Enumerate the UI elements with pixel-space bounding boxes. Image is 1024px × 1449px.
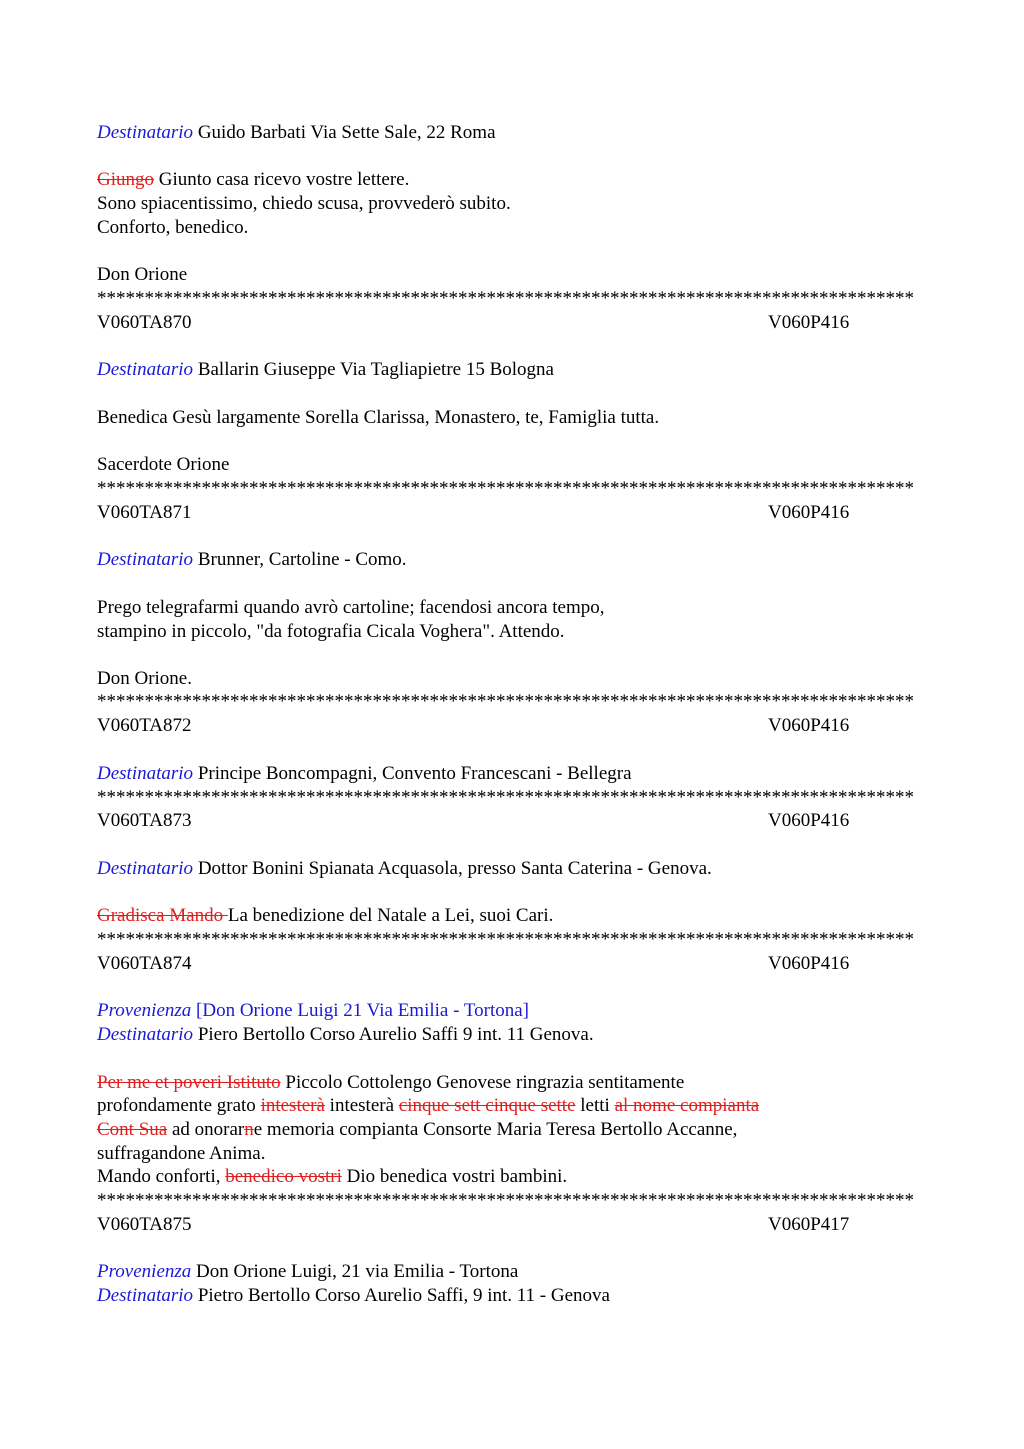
recipient-line [97, 121, 496, 145]
deleted-text: Giungo [97, 169, 154, 190]
recipient-label: Destinatario [97, 1024, 194, 1045]
body-text: Giunto casa ricevo vostre lettere. [154, 169, 410, 190]
document-code: V060TA871 [97, 502, 192, 523]
deleted-text: Cont Sua [97, 1119, 168, 1140]
signature: Don Orione. [97, 668, 192, 689]
body-line: stampino in piccolo, "da fotografia Cicala Voghera". Attendo. [97, 621, 565, 642]
page-code: V060P416 [768, 953, 850, 974]
signature: Don Orione [97, 264, 188, 285]
recipient-text: Piero Bertollo Corso Aurelio Saffi 9 int. 11 Genova. [197, 1024, 594, 1045]
body-line [97, 904, 553, 928]
recipient-line [97, 762, 632, 786]
document-code: V060TA874 [97, 953, 192, 974]
body-line [97, 1165, 567, 1189]
body-line: Prego telegrafarmi quando avrò cartoline; facendosi ancora tempo, [97, 597, 605, 618]
recipient-text: Ballarin Giuseppe Via Tagliapietre 15 Bologna [197, 359, 554, 380]
page-code: V060P416 [768, 810, 850, 831]
document-code: V060TA872 [97, 715, 192, 736]
origin-line [97, 999, 529, 1023]
document-code: V060TA875 [97, 1214, 192, 1235]
body-line: Conforto, benedico. [97, 217, 249, 238]
body-text: intesterà [324, 1095, 399, 1116]
recipient-line [97, 548, 407, 572]
deleted-text: Gradisca Mando [97, 905, 228, 926]
page-code: V060P416 [768, 715, 850, 736]
recipient-text: Principe Boncompagni, Convento Francescani - Bellegra [197, 763, 632, 784]
body-text: Mando conforti, [97, 1166, 226, 1187]
body-line: suffragandone Anima. [97, 1143, 266, 1164]
deleted-text: benedico vostri [225, 1166, 342, 1187]
body-line [97, 168, 409, 192]
body-line: Sono spiacentissimo, chiedo scusa, provvederò subito. [97, 193, 511, 214]
body-text: letti [575, 1095, 615, 1116]
recipient-label: Destinatario [97, 858, 194, 879]
deleted-text: n [244, 1119, 254, 1140]
document-code: V060TA873 [97, 810, 192, 831]
separator: ************************************************************************************** [97, 478, 914, 499]
deleted-text: Per me et poveri Istituto [97, 1072, 281, 1093]
body-text: Piccolo Cottolengo Genovese ringrazia sentitamente [280, 1072, 685, 1093]
recipient-text: Guido Barbati Via Sette Sale, 22 Roma [197, 122, 496, 143]
page-code: V060P416 [768, 502, 850, 523]
recipient-label: Destinatario [97, 549, 194, 570]
separator: ************************************************************************************** [97, 691, 914, 712]
body-text: La benedizione del Natale a Lei, suoi Cari. [227, 905, 554, 926]
recipient-line [97, 1284, 610, 1308]
recipient-line [97, 1023, 594, 1047]
separator: ************************************************************************************** [97, 787, 914, 808]
body-line [97, 1118, 737, 1142]
body-line: Benedica Gesù largamente Sorella Clarissa, Monastero, te, Famiglia tutta. [97, 407, 660, 428]
separator: ************************************************************************************** [97, 1190, 914, 1211]
signature: Sacerdote Orione [97, 454, 230, 475]
page-code: V060P416 [768, 312, 850, 333]
body-text: profondamente grato [97, 1095, 261, 1116]
deleted-text: cinque sett cinque sette [398, 1095, 576, 1116]
document-code: V060TA870 [97, 312, 192, 333]
separator: ************************************************************************************** [97, 288, 914, 309]
origin-label: Provenienza [97, 1000, 192, 1021]
origin-label: Provenienza [97, 1261, 192, 1282]
body-text: e memoria compianta Consorte Maria Teresa Bertollo Accanne, [253, 1119, 738, 1140]
recipient-label: Destinatario [97, 359, 194, 380]
origin-text: [Don Orione Luigi 21 Via Emilia - Tortona] [196, 1000, 529, 1021]
separator: ************************************************************************************** [97, 929, 914, 950]
recipient-line [97, 857, 712, 881]
recipient-label: Destinatario [97, 122, 194, 143]
recipient-line [97, 358, 554, 382]
deleted-text: intesterà [260, 1095, 325, 1116]
deleted-text: al nome compianta [614, 1095, 760, 1116]
body-text: Dio benedica vostri bambini. [341, 1166, 568, 1187]
recipient-text: Dottor Bonini Spianata Acquasola, presso Santa Caterina - Genova. [197, 858, 712, 879]
body-line [97, 1094, 759, 1118]
recipient-label: Destinatario [97, 1285, 194, 1306]
body-line [97, 1071, 684, 1095]
body-text: ad onorar [167, 1119, 245, 1140]
origin-text: Don Orione Luigi, 21 via Emilia - Tortona [196, 1261, 519, 1282]
recipient-text: Pietro Bertollo Corso Aurelio Saffi, 9 int. 11 - Genova [197, 1285, 610, 1306]
recipient-label: Destinatario [97, 763, 194, 784]
origin-line [97, 1260, 518, 1284]
page-code: V060P417 [768, 1214, 850, 1235]
recipient-text: Brunner, Cartoline - Como. [197, 549, 407, 570]
